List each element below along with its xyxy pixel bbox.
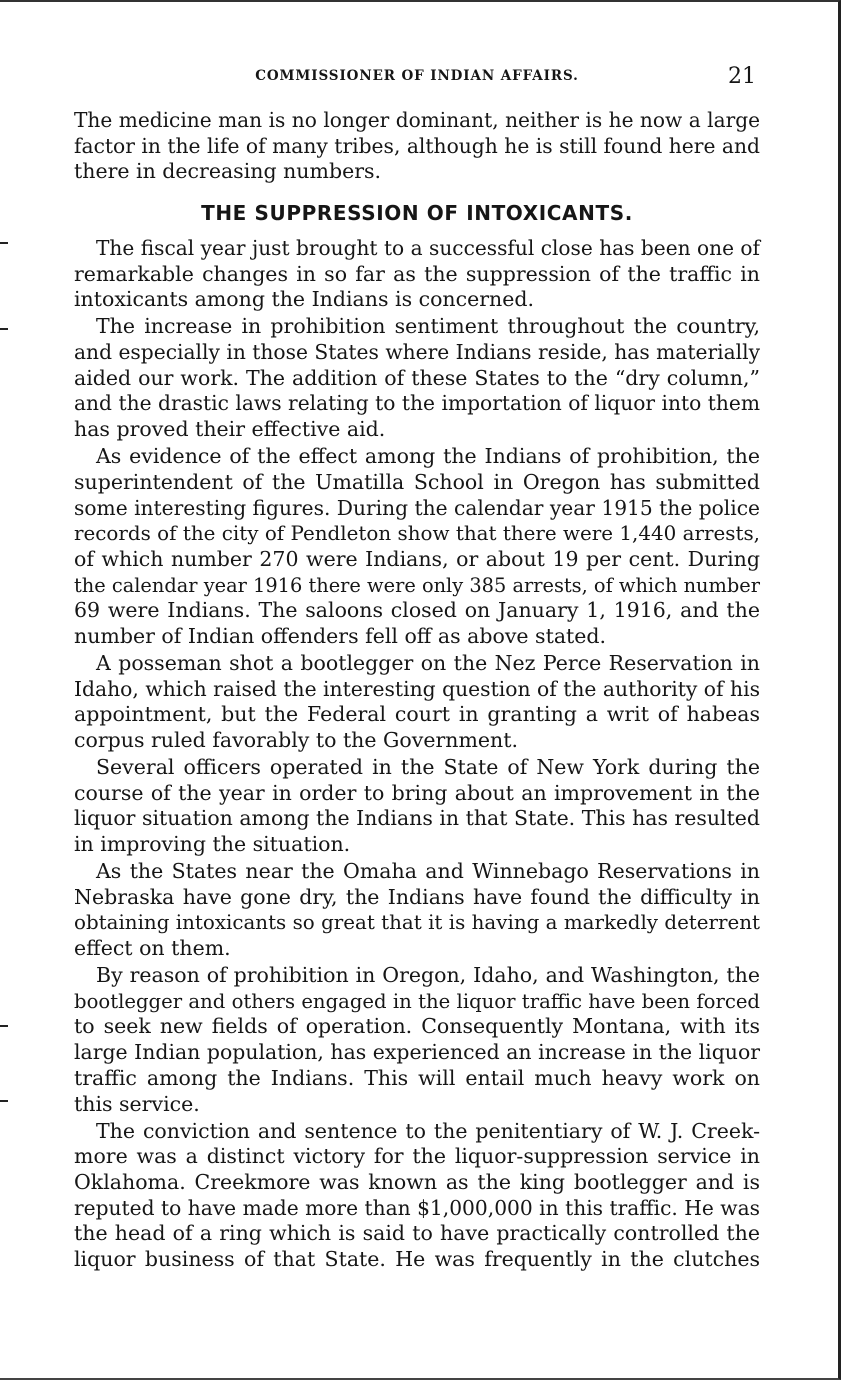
text-line: of which number 270 were Indians, or about 19 per cent. During <box>74 546 760 571</box>
text-line: Oklahoma. Creekmore was known as the king bootlegger and is <box>74 1169 760 1194</box>
text-line: the head of a ring which is said to have practically controlled the <box>74 1221 760 1246</box>
text-line: By reason of prohibition in Oregon, Idaho, and Washington, the <box>96 963 760 988</box>
margin-mark <box>0 328 8 330</box>
text-line: appointment, but the Federal court in granting a writ of habeas <box>74 702 760 727</box>
text-line: factor in the life of many tribes, although he is still found here and <box>74 133 760 158</box>
text-line: this service. <box>74 1091 200 1116</box>
text-line: intoxicants among the Indians is concerned. <box>74 287 535 312</box>
text-line: records of the city of Pendleton show that there were 1,440 arrests, <box>74 522 760 546</box>
text-line: The increase in prohibition sentiment throughout the country, <box>96 314 760 339</box>
paragraph <box>74 314 760 442</box>
text-line: obtaining intoxicants so great that it is having a markedly deterrent <box>74 911 760 935</box>
text-line: A posseman shot a bootlegger on the Nez Perce Reservation in <box>96 650 760 675</box>
margin-mark <box>0 242 8 244</box>
text-line: number of Indian offenders fell off as above stated. <box>74 623 607 648</box>
text-line: The medicine man is no longer dominant, neither is he now a large <box>74 108 760 132</box>
text-line: remarkable changes in so far as the suppression of the traffic in <box>74 261 760 286</box>
text-line: Several officers operated in the State of New York during the <box>96 755 760 779</box>
paragraph <box>74 651 760 754</box>
text-line: more was a distinct victory for the liquor-suppression service in <box>74 1144 760 1169</box>
text-line: course of the year in order to bring about an improvement in the <box>74 780 760 805</box>
text-line: liquor situation among the Indians in that State. This has resulted <box>74 806 760 831</box>
text-line: aided our work. The addition of these States to the “dry column,” <box>74 365 760 390</box>
text-line: the calendar year 1916 there were only 385 arrests, of which number <box>74 573 760 597</box>
text-line: As evidence of the effect among the Indians of prohibition, the <box>96 444 760 469</box>
text-line: has proved their effective aid. <box>74 417 386 442</box>
text-line: some interesting figures. During the calendar year 1915 the police <box>74 495 760 520</box>
text-line: there in decreasing numbers. <box>74 159 382 184</box>
text-line: 69 were Indians. The saloons closed on January 1, 1916, and the <box>74 598 760 623</box>
text-line: superintendent of the Umatilla School in Oregon has submitted <box>74 469 760 494</box>
margin-mark <box>0 1100 8 1102</box>
body-text <box>74 108 760 1274</box>
paragraph <box>74 859 760 962</box>
running-title: COMMISSIONER OF INDIAN AFFAIRS. <box>255 68 579 84</box>
text-line: The fiscal year just brought to a successful close has been one of <box>96 236 760 261</box>
text-line: liquor business of that State. He was frequently in the clutches <box>74 1246 760 1271</box>
text-line: in improving the situation. <box>74 832 351 857</box>
page-number: 21 <box>728 64 756 89</box>
running-head <box>74 64 760 92</box>
text-line: corpus ruled favorably to the Government. <box>74 728 518 753</box>
text-line: The conviction and sentence to the penitentiary of W. J. Creek- <box>96 1118 760 1143</box>
paragraph <box>74 236 760 313</box>
text-line: reputed to have made more than $1,000,000 in this traffic. He was <box>74 1195 760 1220</box>
paragraph <box>74 1119 760 1273</box>
text-line: and especially in those States where Indians reside, has materially <box>74 340 760 365</box>
text-line: large Indian population, has experienced an increase in the liquor <box>74 1040 760 1065</box>
text-line: and the drastic laws relating to the importation of liquor into them <box>74 391 760 416</box>
margin-mark <box>0 1025 8 1027</box>
text-line: Idaho, which raised the interesting question of the authority of his <box>74 676 760 701</box>
intro-paragraph <box>74 108 760 185</box>
text-line: Nebraska have gone dry, the Indians have found the difficulty in <box>74 884 760 909</box>
text-line: As the States near the Omaha and Winnebago Reservations in <box>96 859 760 884</box>
paragraph <box>74 444 760 650</box>
paragraph <box>74 755 760 858</box>
text-line: bootlegger and others engaged in the liquor traffic have been forced <box>74 989 760 1013</box>
section-heading: THE SUPPRESSION OF INTOXICANTS. <box>201 201 633 226</box>
text-line: to seek new fields of operation. Consequently Montana, with its <box>74 1014 760 1039</box>
text-line: effect on them. <box>74 936 231 961</box>
paragraph <box>74 963 760 1117</box>
text-line: traffic among the Indians. This will entail much heavy work on <box>74 1065 760 1090</box>
